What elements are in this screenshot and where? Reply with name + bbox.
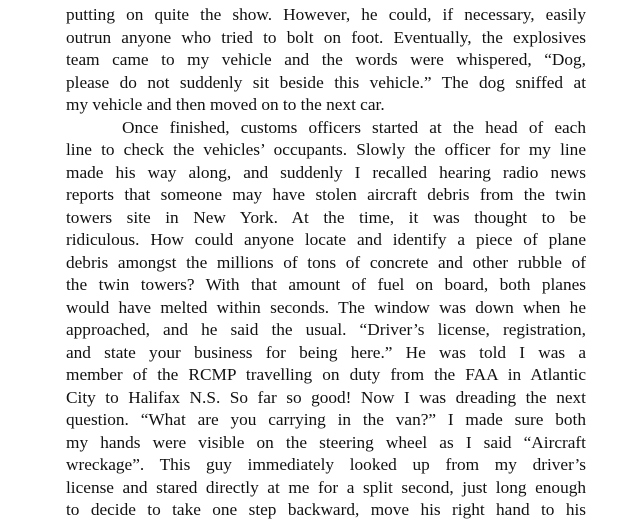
text-line: line to check the vehicles’ occupants. Slowly the officer for my line — [66, 140, 586, 159]
text-line: towers site in New York. At the time, it was thought to be — [66, 207, 586, 227]
text-line: and state your business for being here.” He was told I was a — [66, 342, 586, 362]
paragraph-1 — [66, 4, 586, 117]
text-line: wreckage”. This guy immediately looked up from my driver’s — [66, 455, 586, 474]
text-line: please do not suddenly sit beside this vehicle.” The dog sniffed at — [66, 72, 586, 92]
text-line: City to Halifax N.S. So far so good! Now I was dreading the next — [66, 387, 586, 407]
text-line: my hands were visible on the steering wheel as I said “Aircraft — [66, 432, 586, 452]
text-line: team came to my vehicle and the words were whispered, “Dog, — [66, 50, 586, 69]
text-line: license and stared directly at me for a split second, just long enough — [66, 477, 586, 497]
text-line: to decide to take one step backward, move his right hand to his — [66, 500, 586, 519]
text-line: the twin towers? With that amount of fuel on board, both planes — [66, 275, 586, 294]
text-line: made his way along, and suddenly I recalled hearing radio news — [66, 162, 586, 182]
text-line: question. “What are you carrying in the van?” I made sure both — [66, 410, 586, 429]
text-line: my vehicle and then moved on to the next car. — [66, 95, 385, 114]
document-page — [66, 4, 586, 522]
text-line: member of the RCMP travelling on duty from the FAA in Atlantic — [66, 365, 586, 384]
text-line: Once finished, customs officers started at the head of each — [122, 117, 586, 137]
text-line: reports that someone may have stolen aircraft debris from the twin — [66, 185, 586, 204]
text-line: approached, and he said the usual. “Driver’s license, registration, — [66, 320, 586, 339]
text-line: ridiculous. How could anyone locate and identify a piece of plane — [66, 230, 586, 249]
text-line: would have melted within seconds. The window was down when he — [66, 297, 586, 317]
text-line: putting on quite the show. However, he could, if necessary, easily — [66, 5, 586, 24]
paragraph-2 — [66, 117, 586, 522]
text-line: outrun anyone who tried to bolt on foot. Eventually, the explosives — [66, 27, 586, 47]
text-line: debris amongst the millions of tons of concrete and other rubble of — [66, 252, 586, 272]
